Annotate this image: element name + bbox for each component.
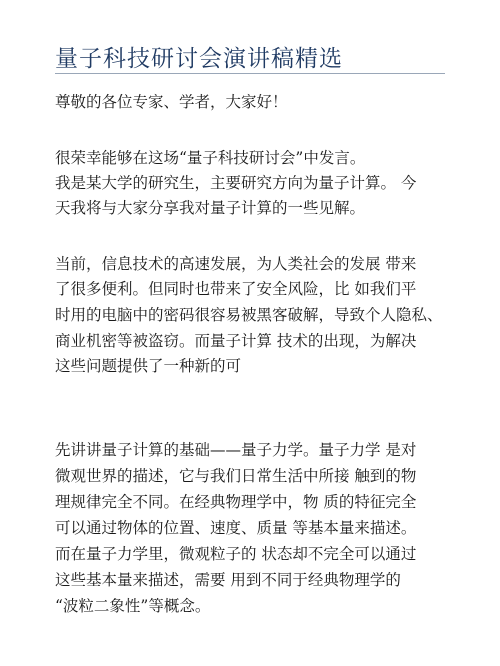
paragraph-2-line-4: 商业机密等被盗窃。而量子计算 技术的出现，为解决	[55, 332, 417, 350]
paragraph-2-line-3: 时用的电脑中的密码很容易被黑客破解，导致个人隐私、	[55, 306, 443, 324]
paragraph-3-line-7: “波粒二象性”等概念。	[55, 597, 211, 615]
paragraph-3-line-3: 理规律完全不同。在经典物理学中，物 质的特征完全	[55, 493, 417, 511]
paragraph-2-line-2: 了很多便利。但同时也带来了安全风险，比 如我们平	[55, 280, 417, 298]
intro-line-1: 很荣幸能够在这场“量子科技研讨会”中发言。	[55, 149, 366, 167]
paragraph-3-line-1: 先讲讲量子计算的基础——量子力学。量子力学 是对	[55, 441, 417, 459]
paragraph-3-line-2: 微观世界的描述，它与我们日常生活中所接 触到的物	[55, 467, 417, 485]
paragraph-3-line-6: 这些基本量来描述，需要 用到不同于经典物理学的	[55, 571, 401, 589]
paragraph-3-line-4: 可以通过物体的位置、速度、质量 等基本量来描述。	[55, 519, 417, 537]
paragraph-2-line-5: 这些问题提供了一种新的可	[55, 357, 242, 375]
intro-line-2: 我是某大学的研究生，主要研究方向为量子计算。 今	[55, 174, 417, 192]
paragraph-3-line-5: 而在量子力学里，微观粒子的 状态却不完全可以通过	[55, 545, 417, 563]
intro-line-3: 天我将与大家分享我对量子计算的一些见解。	[55, 199, 366, 217]
greeting-line: 尊敬的各位专家、学者，大家好！	[55, 93, 288, 111]
title-divider	[55, 73, 445, 74]
paragraph-2-line-1: 当前，信息技术的高速发展，为人类社会的发展 带来	[55, 255, 417, 273]
page-title: 量子科技研讨会演讲稿精选	[55, 46, 343, 72]
